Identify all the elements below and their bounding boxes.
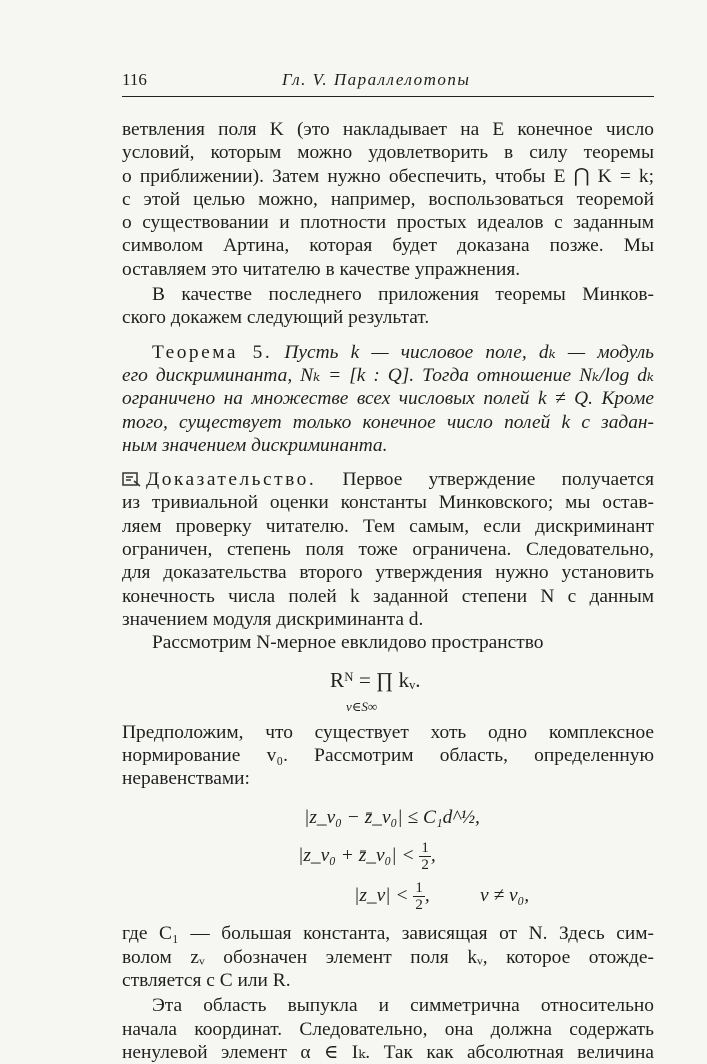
text-line: начала координат. Следовательно, она должна содержать [122,1018,654,1040]
paragraph-3 [122,721,654,791]
text-line: оставляем это читателю в качестве упражнения. [122,258,521,280]
text-line: где C₁ — большая константа, зависящая от N. Здесь сим- [122,923,654,945]
formula-expression: Rᴺ = ∏ kᵥ. [330,667,421,692]
fraction-numerator: 1 [415,880,423,897]
text-line: В качестве последнего приложения теоремы Минков- [152,284,654,306]
text-line: символом Артина, которая будет доказана позже. Мы [122,235,654,257]
proof-line: ляем проверку читателю. Тем самым, если дискриминант [122,515,654,537]
proof-text: Первое утверждение получается [342,469,654,491]
theorem-5 [122,341,654,457]
proof-line: для доказательства второго утверждения нужно установить [122,562,654,584]
formula-subscript: v∈S∞ [346,698,378,714]
text-line: ствляется с C или R. [122,970,291,992]
text-line: Предположим, что существует хоть одно комплексное [122,721,654,743]
text-line: Рассмотрим N-мерное евклидово пространство [152,632,544,654]
page-body [122,118,654,1064]
inequality-3-left: |z_v| < [354,885,409,907]
formula-product [122,655,654,721]
paragraph-4 [122,922,654,992]
fraction-denominator: 2 [421,857,429,874]
header-rule [122,96,654,97]
text-line: нормирование v₀. Рассмотрим область, определенную [122,744,654,766]
text-line: ненулевой элемент α ∈ Iₖ. Так как абсолютная величина [122,1041,654,1063]
proof-stamp-icon [122,471,142,487]
fraction-half [413,880,425,913]
inequality-3 [354,880,430,913]
proof [122,468,654,631]
page-number: 116 [122,70,147,89]
theorem-text: Пусть k — числовое поле, dₖ — модуль [284,341,654,363]
paragraph-2 [122,283,654,330]
inequality-1: |z_v₀ − z̄_v₀| ≤ C₁d^½, [304,807,480,829]
text-line: ветвления поля K (это накладывает на E конечное число [122,119,654,140]
proof-line: из тривиальной оценки константы Минковского; мы остав- [122,492,654,514]
fraction-half [419,840,431,873]
proof-label: Доказательство. [146,469,317,491]
text-line: о приближении). Затем нужно обеспечить, чтобы E ⋂ K = k; [122,165,654,187]
inequality-system [122,790,654,916]
inequality-3-tail: , [424,885,430,907]
text-line: условий, которым можно удовлетворить в силу теоремы [122,142,654,164]
text-line: неравенствами: [122,768,250,790]
inequality-2 [298,840,436,873]
theorem-line: того, существует только конечное число полей k с задан- [122,411,654,433]
theorem-label: Теорема 5. [152,341,273,363]
theorem-line: ным значением дискриминанта. [122,434,388,456]
inequality-2-left: |z_v₀ + z̄_v₀| < [298,845,415,867]
theorem-line: ограничено на множестве всех числовых полей k ≠ Q. Кроме [122,388,654,410]
proof-first-line [122,468,654,491]
running-head: Гл. V. Параллелотопы [282,70,471,89]
inequality-3-condition: v ≠ v₀, [480,885,530,907]
inequality-2-tail: , [430,845,436,867]
page-header [122,70,654,92]
fraction-denominator: 2 [415,897,423,914]
paragraph-5 [122,994,654,1064]
text-line: ского докажем следующий результат. [122,307,430,329]
paragraph-1 [122,118,654,281]
text-line: с этой целью можно, например, воспользоваться теоремой [122,188,654,210]
text-line: волом zᵥ обозначен элемент поля kᵥ, которое отожде- [122,946,654,968]
theorem-line: его дискриминанта, Nₖ = [k : Q]. Тогда отношение Nₖ/log dₖ [122,364,654,386]
proof-line: конечность числа полей k заданной степени N с данным [122,585,654,607]
text-line: Эта область выпукла и симметрична относительно [152,995,654,1017]
text-line: о существовании и плотности простых идеалов с заданным [122,212,654,234]
proof-line: значением модуля дискриминанта d. [122,608,424,630]
proof-line: ограничен, степень поля тоже ограничена. Следовательно, [122,539,654,561]
theorem-first-line [122,341,654,364]
fraction-numerator: 1 [421,840,429,857]
page [122,70,654,1063]
